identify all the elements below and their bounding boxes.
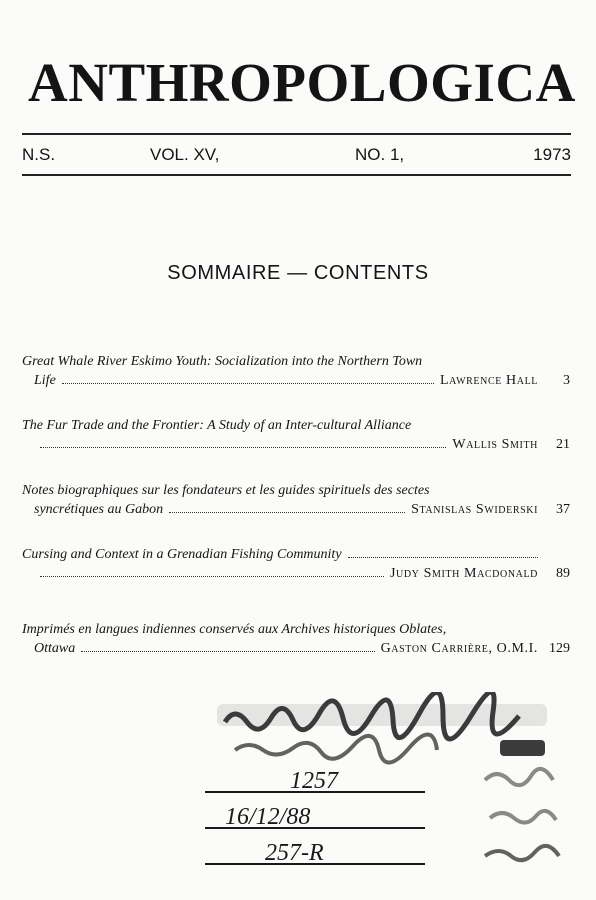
- toc-entry: [22, 545, 570, 583]
- article-title-continued: Ottawa: [34, 641, 76, 656]
- toc-entry: [22, 416, 570, 454]
- dot-leader: [81, 650, 374, 652]
- article-title-continued: syncrétiques au Gabon: [34, 502, 164, 517]
- stamp-arabic-heading: [217, 692, 547, 763]
- number-label: NO. 1,: [355, 145, 405, 164]
- header-rule-top: [22, 133, 571, 135]
- dot-leader: [348, 556, 538, 558]
- contents-heading: SOMMAIRE — CONTENTS: [167, 262, 429, 284]
- article-title: Great Whale River Eskimo Youth: Socialization into the Northern Town: [22, 354, 423, 369]
- toc-entry-line: [22, 545, 570, 564]
- article-title: Imprimés en langues indiennes conservés aux Archives historiques Oblates,: [22, 622, 447, 637]
- dot-leader: [62, 382, 434, 384]
- article-author: Judy Smith Macdonald: [389, 566, 538, 581]
- page-number: 21: [556, 437, 570, 452]
- toc-entry-line: [22, 639, 570, 658]
- journal-title: ANTHROPOLOGICA: [28, 52, 576, 113]
- toc-entry-line: [22, 435, 570, 454]
- article-title: Cursing and Context in a Grenadian Fishing Community: [22, 547, 342, 562]
- year-label: 1973: [533, 145, 571, 164]
- article-title-continued: Life: [34, 373, 56, 388]
- stamp-date: 16/12/88: [225, 804, 311, 830]
- article-author: Gaston Carrière, O.M.I.: [380, 641, 538, 656]
- page-number: 89: [556, 566, 570, 581]
- toc-entry-line: [22, 564, 570, 583]
- page-number: 129: [549, 641, 570, 656]
- dot-leader: [40, 575, 384, 577]
- toc-entry-line: [22, 500, 570, 519]
- toc-entry-line: [22, 371, 570, 390]
- dot-leader: [169, 511, 405, 513]
- toc-entry: [22, 481, 570, 519]
- series-label: N.S.: [22, 145, 56, 164]
- header-rule-bottom: [22, 174, 571, 176]
- issue-info-row: [22, 143, 571, 167]
- dot-leader: [40, 446, 446, 448]
- library-stamp: [195, 692, 570, 892]
- article-title: Notes biographiques sur les fondateurs et les guides spirituels des sectes: [22, 483, 430, 498]
- stamp-accession-number: 1257: [290, 768, 338, 794]
- toc-entry: [22, 620, 570, 658]
- toc-entry: [22, 352, 570, 390]
- article-author: Wallis Smith: [452, 437, 538, 452]
- article-author: Lawrence Hall: [439, 373, 538, 388]
- stamp-class-number: 257-R: [265, 840, 324, 866]
- article-title: The Fur Trade and the Frontier: A Study of an Inter-cultural Alliance: [22, 418, 412, 433]
- page-number: 37: [556, 502, 570, 517]
- stamp-arabic-field-labels: [485, 769, 559, 860]
- volume-label: VOL. XV,: [150, 145, 220, 164]
- page-number: 3: [563, 373, 570, 388]
- article-author: Stanislas Swiderski: [411, 502, 538, 517]
